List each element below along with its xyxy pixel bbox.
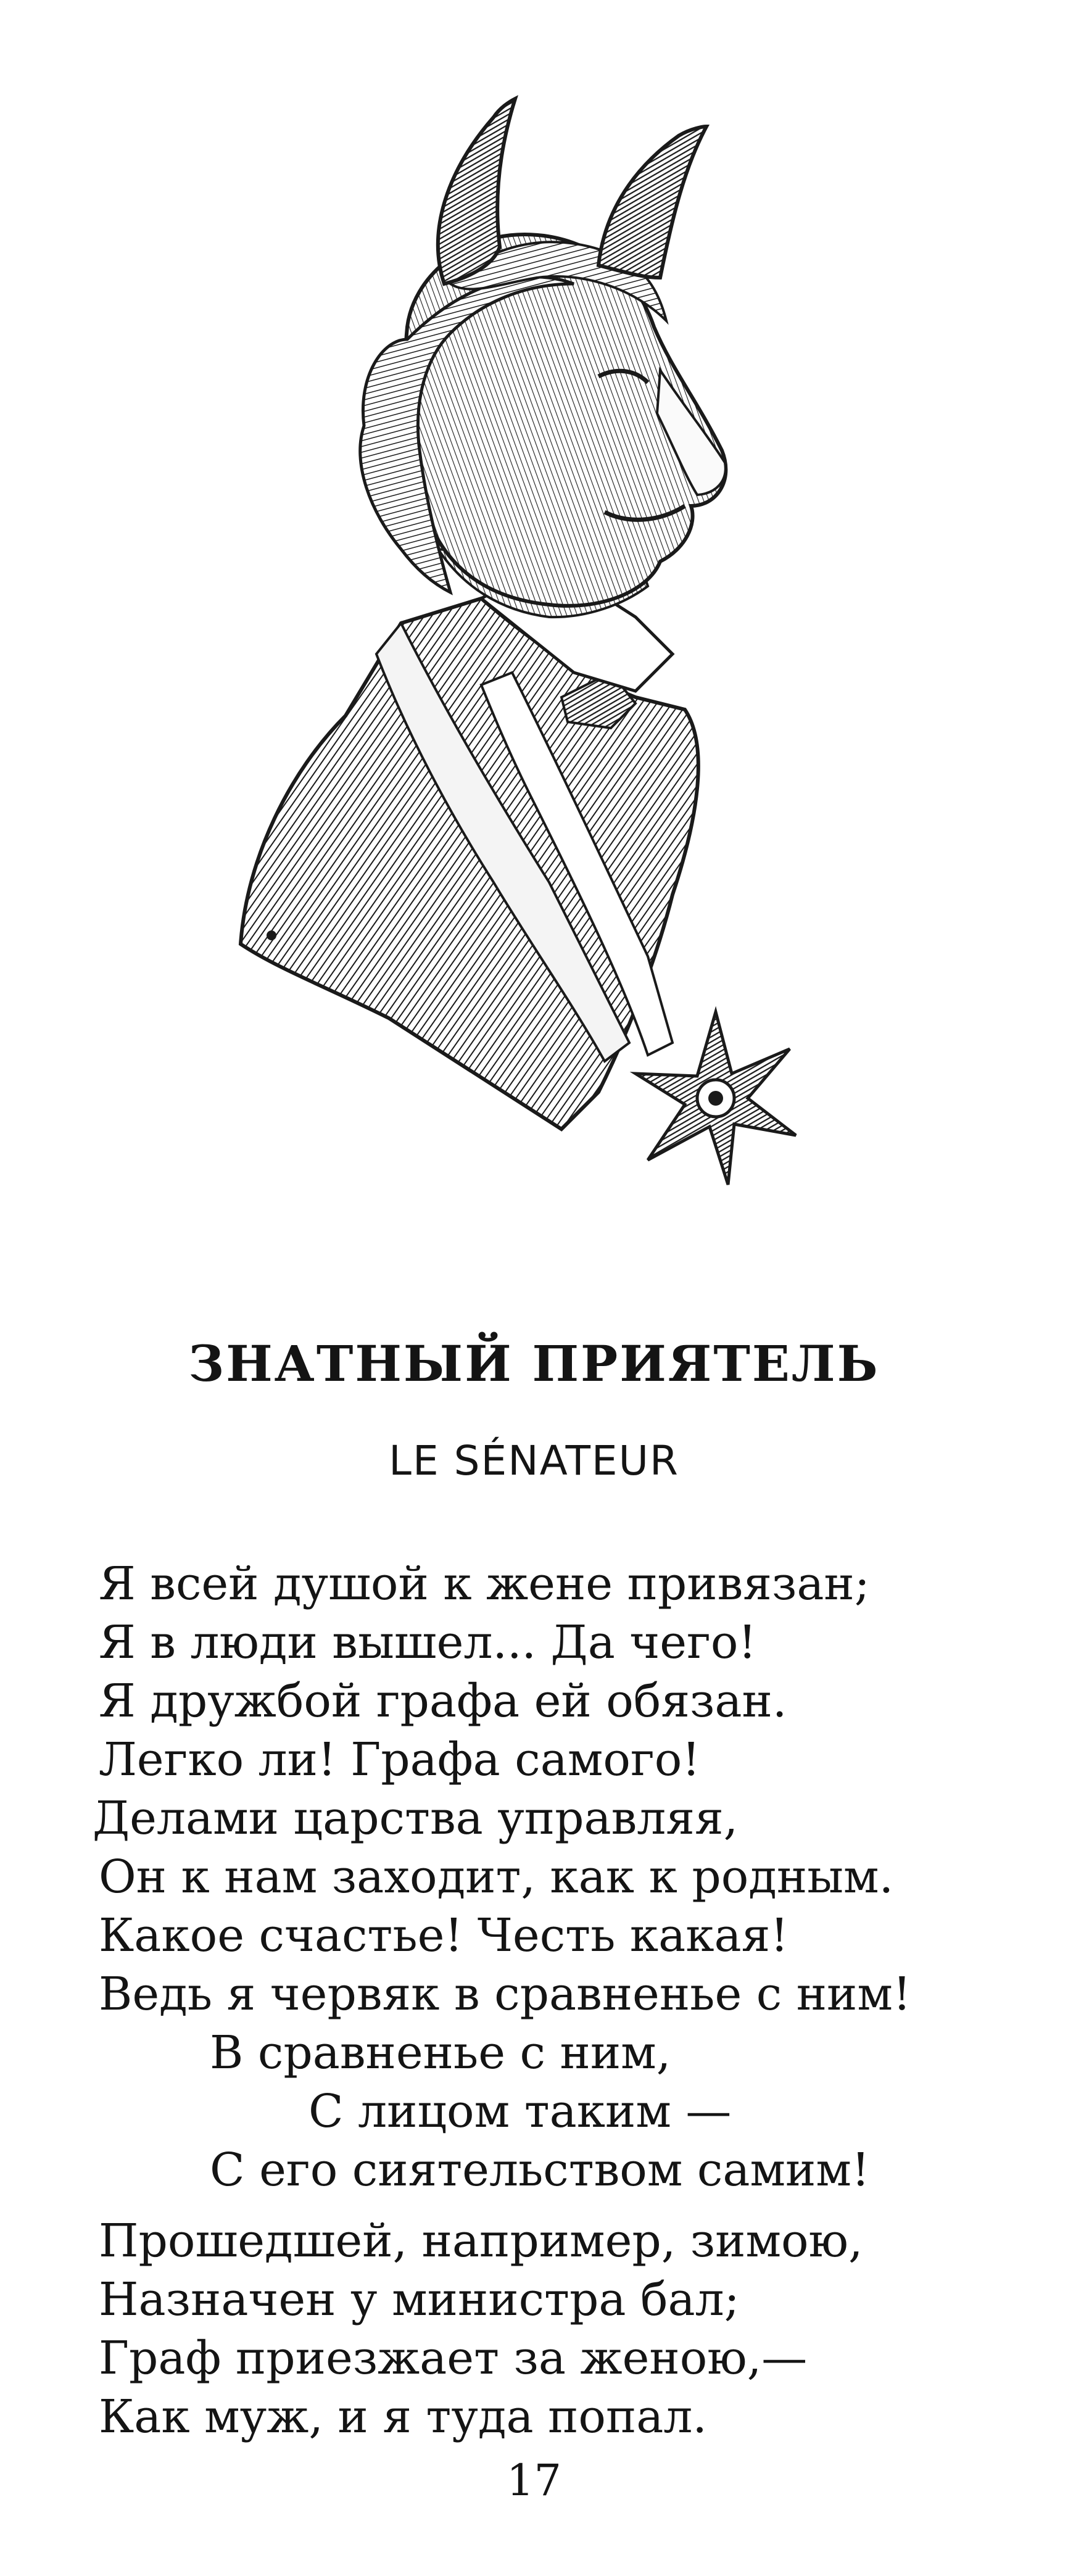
verse-line: Какое счастье! Честь какая!: [99, 1909, 789, 1962]
verse-line: Как муж, и я туда попал.: [99, 2390, 707, 2443]
engraving-illustration: [204, 80, 851, 1228]
verse-line: С лицом таким —: [308, 2085, 732, 2138]
page-number: 17: [506, 2455, 562, 2506]
verse-line: Он к нам заходит, как к родным.: [99, 1850, 894, 1903]
verse-line: Назначен у министра бал;: [99, 2273, 740, 2326]
devil-nobleman-engraving: [204, 80, 851, 1228]
poem-subtitle: LE SÉNATEUR: [389, 1437, 679, 1485]
right-horn: [598, 126, 706, 278]
verse-line: В сравненье с ним,: [210, 2026, 671, 2079]
verse-line: Граф приезжает за женою,—: [99, 2332, 808, 2385]
verse-line: Легко ли! Графа самого!: [99, 1733, 701, 1786]
verse-line: С его сиятельством самим!: [210, 2143, 870, 2197]
stanza-1: [93, 1555, 987, 2200]
verse-line: Делами царства управляя,: [93, 1792, 739, 1845]
verse-line: Ведь я червяк в сравненье с ним!: [99, 1968, 911, 2021]
stanza-2: [99, 2212, 987, 2446]
verse-line: Я дружбой графа ей обязан.: [99, 1675, 787, 1728]
verse-line: Я в люди вышел... Да чего!: [99, 1616, 757, 1669]
ink-speck: [267, 930, 276, 940]
verse-line: Прошедшей, например, зимою,: [99, 2214, 863, 2267]
verse-line: Я всей душой к жене привязан;: [99, 1557, 870, 1610]
poem-title: ЗНАТНЫЙ ПРИЯТЕЛЬ: [188, 1335, 880, 1393]
